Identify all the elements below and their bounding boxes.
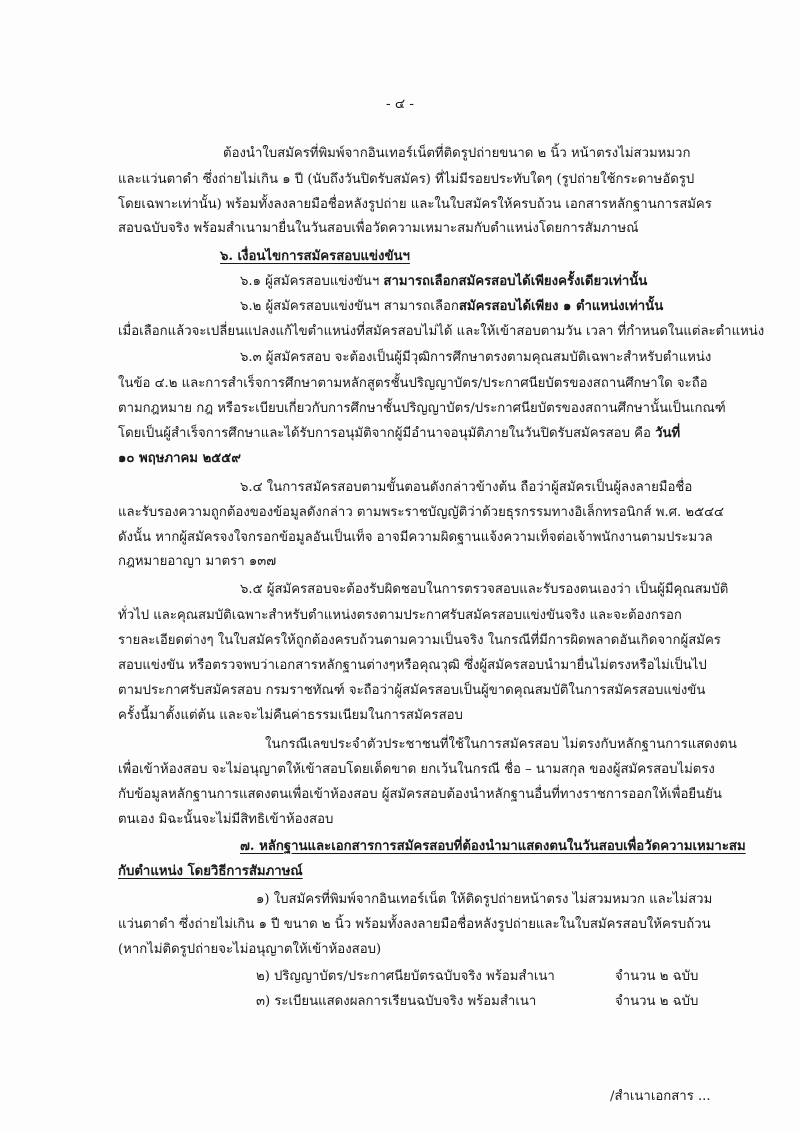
section-6-4-line-1: ๖.๔ ในการสมัครสอบตามขั้นตอนดังกล่าวข้างต้น ถือว่าผู้สมัครเป็นผู้ลงลายมือชื่อ <box>240 480 693 495</box>
intro-line-1: ต้องนำใบสมัครที่พิมพ์จากอินเทอร์เน็ตที่ติดรูปถ่ายขนาด ๒ นิ้ว หน้าตรงไม่สวมหมวก <box>223 146 691 161</box>
section-6-2-cont: เมื่อเลือกแล้วจะเปลี่ยนแปลงแก้ไขตำแหน่งที่สมัครสอบไม่ได้ และให้เข้าสอบตามวัน เวลา ที่กำหนดในแต่ละตำแหน่ง <box>118 324 765 339</box>
section-6-2-bold: สมัครสอบได้เพียง ๑ ตำแหน่งเท่านั้น <box>458 299 664 314</box>
section-6-3-date: ๑๐ พฤษภาคม ๒๕๕๙ <box>118 451 241 466</box>
section-7-item-3: ๓) ระเบียนแสดงผลการเรียนฉบับจริง พร้อมสำเนา <box>256 994 537 1009</box>
section-6-heading: ๖. เงื่อนไขการสมัครสอบแข่งขันฯ <box>220 249 410 264</box>
intro-line-4: สอบฉบับจริง พร้อมสำเนามายื่นในวันสอบเพื่อวัดความเหมาะสมกับตำแหน่งโดยการสัมภาษณ์ <box>118 221 639 236</box>
id-note-line-3: กับข้อมูลหลักฐานการแสดงตนเพื่อเข้าห้องสอบ ผู้สมัครสอบต้องนำหลักฐานอื่นที่ทางราชการออกให้เพื่อยืนยัน <box>118 787 722 802</box>
section-7-heading-line-2: กับตำแหน่ง โดยวิธีการสัมภาษณ์ <box>118 864 303 879</box>
section-6-3-line-3: ตามกฎหมาย กฎ หรือระเบียบเกี่ยวกับการศึกษาชั้นปริญญาบัตร/ประกาศนียบัตรของสถานศึกษานั้นเป็นเกณฑ์ <box>118 401 726 416</box>
section-6-5-line-2: ทั่วไป และคุณสมบัติเฉพาะสำหรับตำแหน่งตรงตามประกาศรับสมัครสอบแข่งขันจริง และจะต้องกรอก <box>118 608 682 623</box>
section-7-item-3-qty: จำนวน ๒ ฉบับ <box>615 994 699 1009</box>
section-7-item-2: ๒) ปริญญาบัตร/ประกาศนียบัตรฉบับจริง พร้อมสำเนา <box>256 969 555 984</box>
intro-line-3: โดยเฉพาะเท่านั้น) พร้อมทั้งลงลายมือชื่อหลังรูปถ่าย และในใบสมัครให้ครบถ้วน เอกสารหลักฐานการสมัคร <box>118 197 712 212</box>
section-6-5-line-3: รายละเอียดต่างๆ ในใบสมัครให้ถูกต้องครบถ้วนตามความเป็นจริง ในกรณีที่มีการผิดพลาดอันเกิดจากผู้สมัคร <box>118 633 721 648</box>
section-7-heading-line-1: ๗. หลักฐานและเอกสารการสมัครสอบที่ต้องนำมาแสดงตนในวันสอบเพื่อวัดความเหมาะสม <box>240 839 746 854</box>
section-6-3-line-1: ๖.๓ ผู้สมัครสอบ จะต้องเป็นผู้มีวุฒิการศึกษาตรงตามคุณสมบัติเฉพาะสำหรับตำแหน่ง <box>240 350 712 365</box>
section-6-2 <box>240 298 663 316</box>
section-6-4-line-4: กฎหมายอาญา มาตรา ๑๓๗ <box>118 554 277 569</box>
section-6-5-line-4: สอบแข่งขัน หรือตรวจพบว่าเอกสารหลักฐานต่างๆหรือคุณวุฒิ ซึ่งผู้สมัครสอบนำมายื่นไม่ตรงหรือไม่เป็นไป <box>118 658 707 673</box>
section-7-item-1-line-2: แว่นตาดำ ซึ่งถ่ายไม่เกิน ๑ ปี ขนาด ๒ นิ้ว พร้อมทั้งลงลายมือชื่อหลังรูปถ่ายและในใบสมัครสอบให้ครบถ้วน <box>118 917 711 932</box>
section-7-item-1-line-3: (หากไม่ติดรูปถ่ายจะไม่อนุญาตให้เข้าห้องสอบ) <box>118 942 382 957</box>
section-6-1-bold: สามารถเลือกสมัครสอบได้เพียงครั้งเดียวเท่านั้น <box>383 274 648 289</box>
section-6-1-text: ๖.๑ ผู้สมัครสอบแข่งขันฯ <box>240 274 384 289</box>
section-6-5-line-6: ครั้งนี้มาตั้งแต่ต้น และจะไม่คืนค่าธรรมเนียมในการสมัครสอบ <box>118 708 463 723</box>
section-6-3-line-2: ในข้อ ๔.๒ และการสำเร็จการศึกษาตามหลักสูตรชั้นปริญญาบัตร/ประกาศนียบัตรของสถานศึกษาใด จะถือ <box>118 376 708 391</box>
intro-line-2: และแว่นตาดำ ซึ่งถ่ายไม่เกิน ๑ ปี (นับถึงวันปิดรับสมัคร) ที่ไม่มีรอยประทับใดๆ (รูปถ่ายใช้กระดาษอัดรูป <box>118 172 695 187</box>
section-6-5-line-1: ๖.๕ ผู้สมัครสอบจะต้องรับผิดชอบในการตรวจสอบและรับรองตนเองว่า เป็นผู้มีคุณสมบัติ <box>240 582 729 597</box>
id-note-line-4: ตนเอง มิฉะนั้นจะไม่มีสิทธิเข้าห้องสอบ <box>118 812 334 827</box>
continuation-note: /สำเนาเอกสาร ... <box>610 1089 711 1104</box>
section-6-4-line-2: และรับรองความถูกต้องของข้อมูลดังกล่าว ตามพระราชบัญญัติว่าด้วยธุรกรรมทางอิเล็กทรอนิกส์ พ.ศ. ๒๕๔๔ <box>118 505 725 520</box>
section-6-1 <box>240 273 647 291</box>
page-number: - ๔ - <box>386 96 414 112</box>
section-6-3-line-4-text: โดยเป็นผู้สำเร็จการศึกษาและได้รับการอนุมัติจากผู้มีอำนาจอนุมัติภายในวันปิดรับสมัครสอบ คือ <box>118 426 656 441</box>
section-6-2-text: ๖.๒ ผู้สมัครสอบแข่งขันฯ สามารถเลือก <box>240 299 459 314</box>
section-7-item-1-line-1: ๑) ใบสมัครที่พิมพ์จากอินเทอร์เน็ต ให้ติดรูปถ่ายหน้าตรง ไม่สวมหมวก และไม่สวม <box>256 892 713 907</box>
section-6-3-line-4 <box>118 425 680 443</box>
section-6-5-line-5: ตามประกาศรับสมัครสอบ กรมราชทัณฑ์ จะถือว่าผู้สมัครสอบเป็นผู้ขาดคุณสมบัติในการสมัครสอบแข่งขัน <box>118 683 706 698</box>
id-note-line-1: ในกรณีเลขประจำตัวประชาชนที่ใช้ในการสมัครสอบ ไม่ตรงกับหลักฐานการแสดงตน <box>265 737 737 752</box>
section-7-item-2-qty: จำนวน ๒ ฉบับ <box>615 969 699 984</box>
id-note-line-2: เพื่อเข้าห้องสอบ จะไม่อนุญาตให้เข้าสอบโดยเด็ดขาด ยกเว้นในกรณี ชื่อ – นามสกุล ของผู้สมัครสอบไม่ตรง <box>118 762 715 777</box>
section-6-3-date-label: วันที่ <box>655 426 681 441</box>
section-6-4-line-3: ดังนั้น หากผู้สมัครจงใจกรอกข้อมูลอันเป็นเท็จ อาจมีความผิดฐานแจ้งความเท็จต่อเจ้าพนักงานตามประมวล <box>118 530 713 545</box>
